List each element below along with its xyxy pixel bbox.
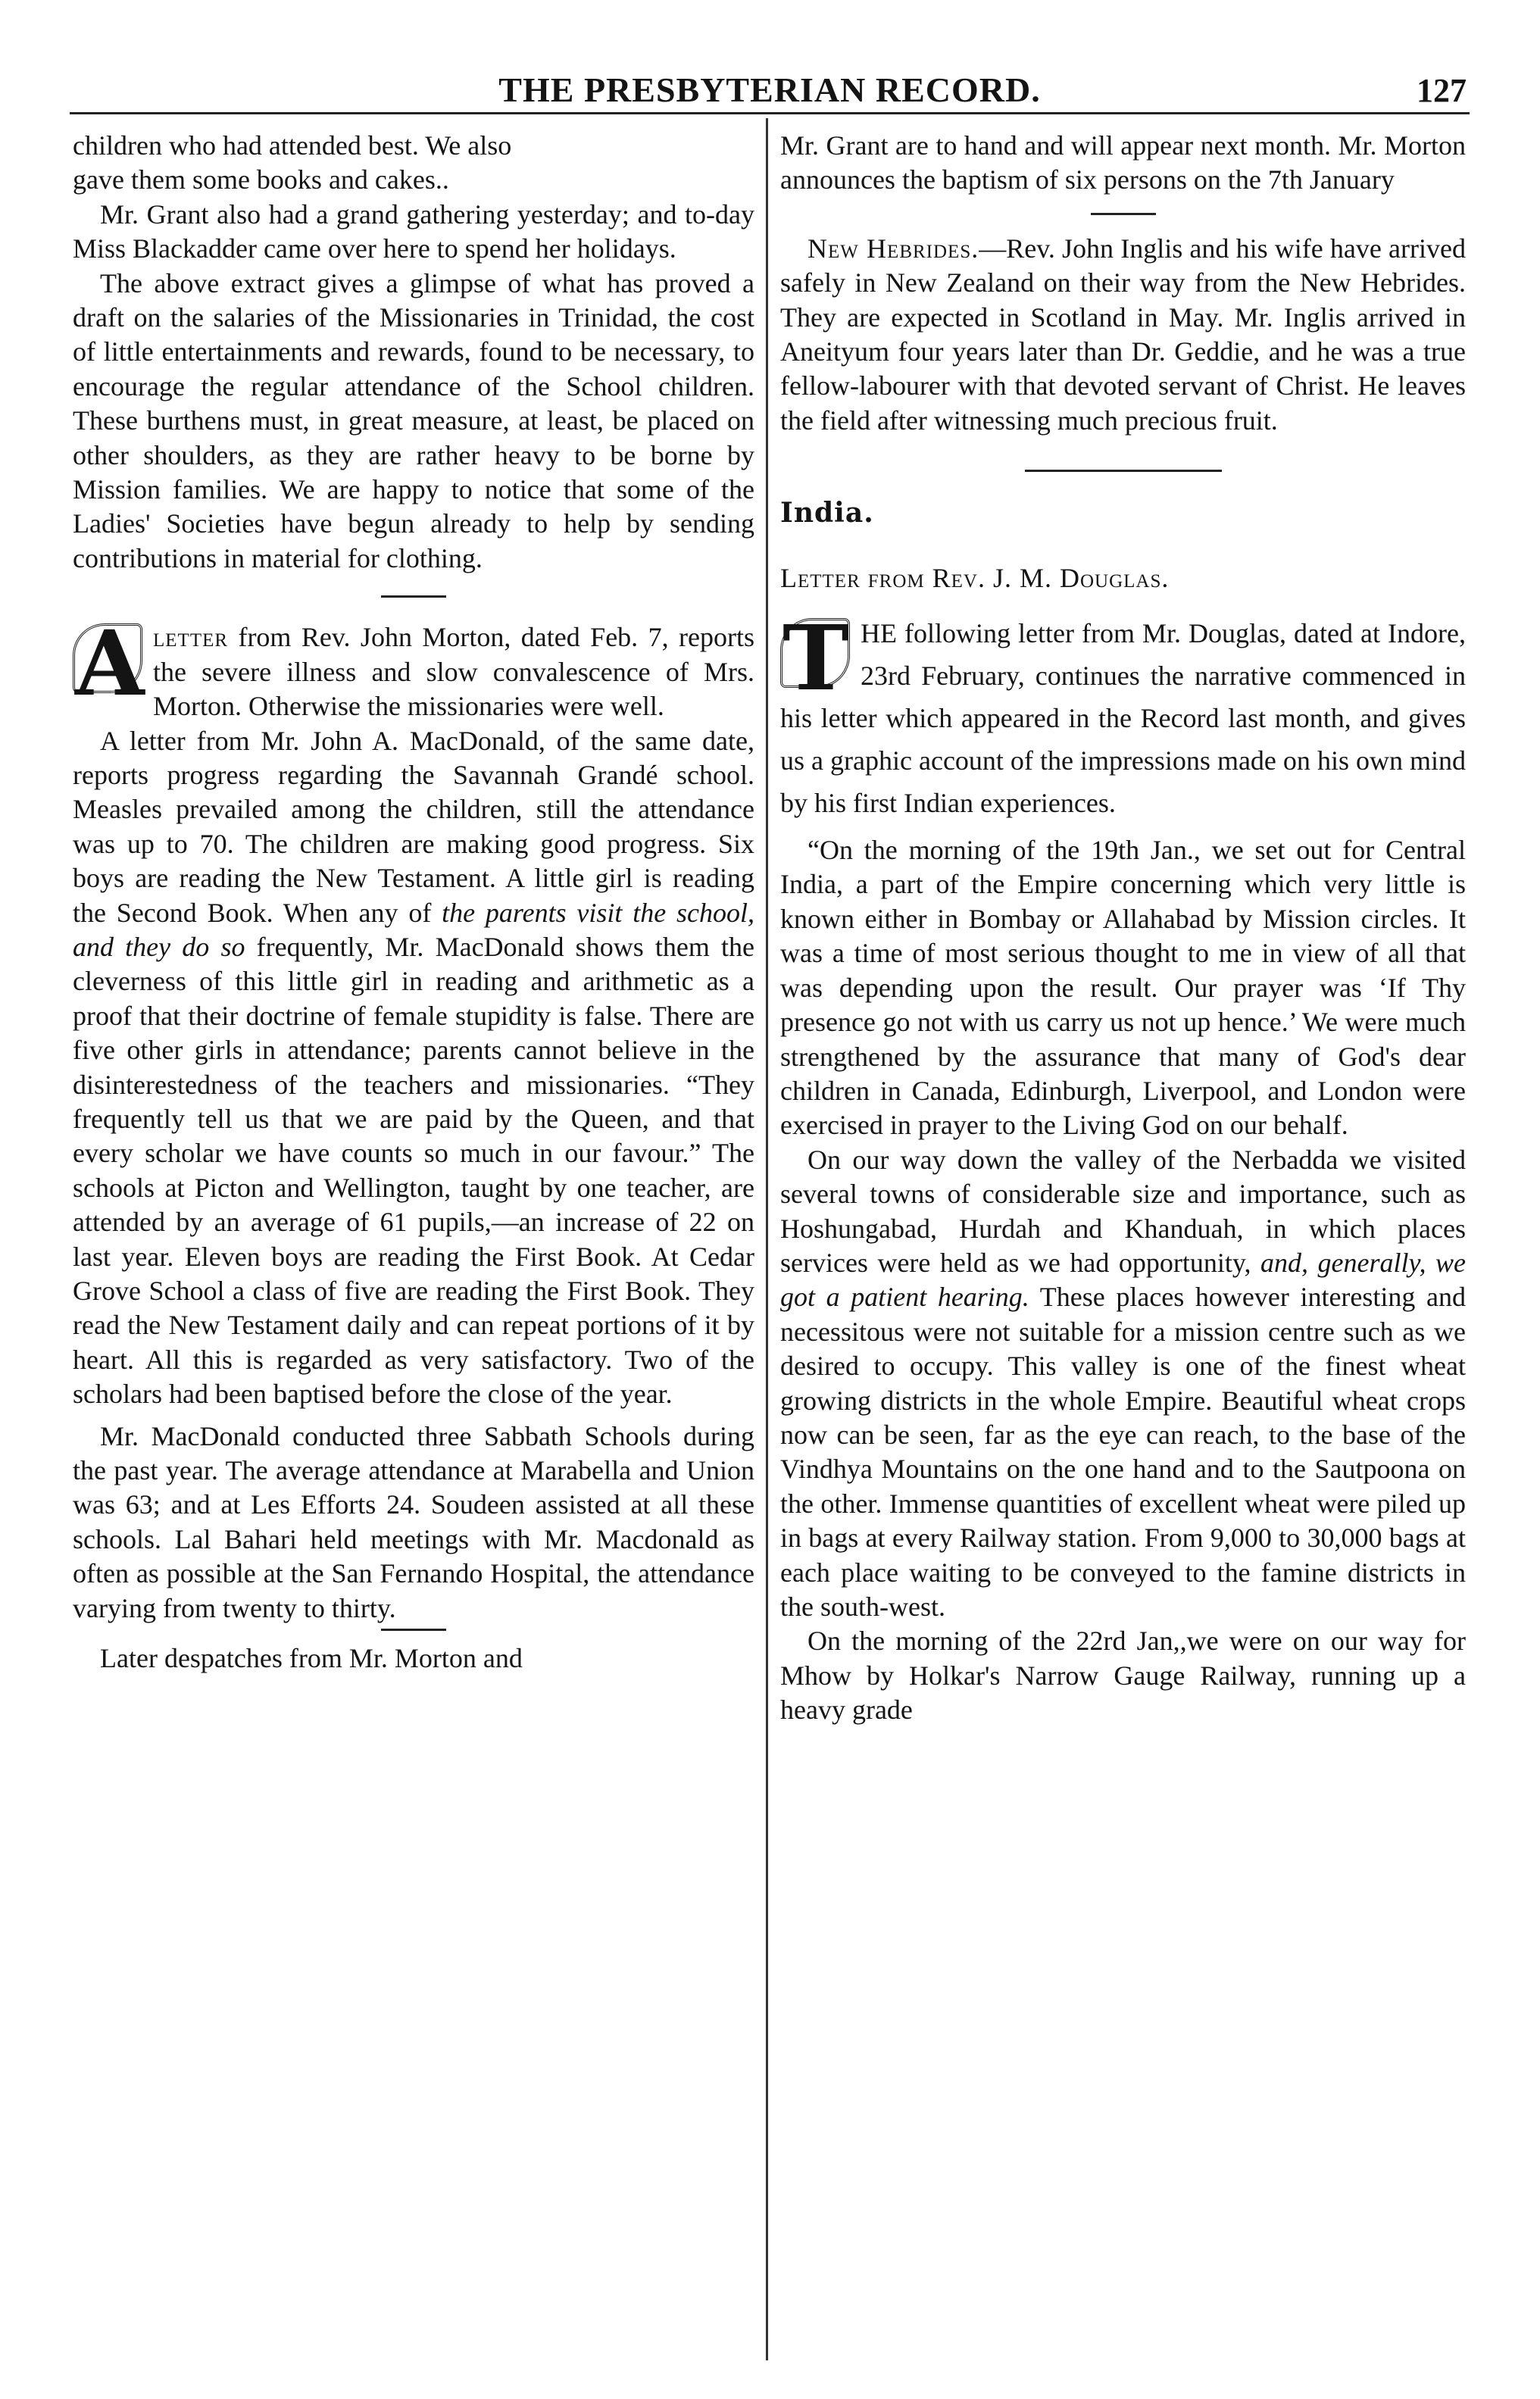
paragraph-later-despatches: Later despatches from Mr. Morton and (100, 1643, 523, 1674)
text-line: gave them some books and cakes.. (73, 164, 449, 195)
publication-title: THE PRESBYTERIAN RECORD. (498, 70, 1041, 109)
section-separator (1025, 470, 1222, 472)
paragraph-new-hebrides (780, 232, 1466, 438)
paragraph-morton-letter (73, 611, 754, 723)
paragraph-text: On our way down the valley of the Nerbadda we visited several towns of considerable size and importance, such as Hoshungabad, Hurdah and Khanduah, in which places services were held as we had opportunity, (780, 1144, 1466, 1278)
paragraph-text: HE following letter from Mr. Douglas, dated at Indore, 23rd February, continues the narrative commenced in his letter which appeared in the Record last month, and gives us a graphic account of the impressions made on his own mind by his first Indian experiences. (780, 618, 1466, 819)
paragraph-text: These places however interesting and necessitous were not suitable for a mission centre such as we desired to occupy. This valley is one of the finest wheat growing districts in the whole Empire. Beautiful wheat crops now can be seen, far as the eye can reach, to the base of the Vindhya Mountains on the one hand and to the Sautpoona on the other. Immense quantities of excellent wheat were piled up in bags at every Railway station. From 9,000 to 30,000 bags at each place waiting to be conveyed to the famine districts in the south-west. (780, 1282, 1466, 1622)
section-separator (381, 595, 446, 598)
paragraph-text: —Rev. John Inglis and his wife have arrived safely in New Zealand on their way from the New Hebrides. They are expected in Scotland in May. Mr. Inglis arrived in Aneityum four years later than Dr. Geddie, and he was a true fellow-labourer with that devoted servant of Christ. He leaves the field after witnessing much precious fruit. (780, 233, 1466, 436)
section-label: New Hebrides. (807, 233, 979, 264)
paragraph-mhow: On the morning of the 22rd Jan,,we were on our way for Mhow by Holkar's Narrow Gauge Railway, running up a heavy grade (780, 1626, 1466, 1726)
italic-text: the parents visit the school, and they do so (73, 897, 755, 962)
italic-text: and, generally, we got a patient hearing. (780, 1247, 1467, 1313)
page-number: 127 (1417, 72, 1467, 109)
paragraph-journey: “On the morning of the 19th Jan., we set out for Central India, a part of the Empire concerning which very little is known either in Bombay or Allahabad by Mission circles. It was a time of most serious thought to me in view of all that was depending upon the result. Our prayer was ‘If Thy presence go not with us carry us not up hence.’ We were much strengthened by the assurance that many of God's dear children in Canada, Edinburgh, Liverpool, and London were exercised in prayer to the Living God on our behalf. (780, 835, 1466, 1141)
paragraph-text: frequently, Mr. MacDonald shows them the cleverness of this little girl in reading and arithmetic as a proof that their doctrine of female stupidity is false. There are five other girls in attendance; parents cannot believe in the disinterestedness of the teachers and missionaries. “They frequently tell us that we are paid by the Queen, and that every scholar we have counts so much in our favour.” The schools at Picton and Wellington, taught by one teacher, are attended by an average of 61 pupils,—an increase of 22 on last year. Eleven boys are reading the First Book. At Cedar Grove School a class of five are reading the First Book. They read the New Testament daily and can repeat portions of it by heart. All this is regarded as very satisfactory. Two of the scholars had been baptised before the close of the year. (73, 931, 754, 1410)
letter-heading: Letter from Rev. J. M. Douglas. (780, 562, 1170, 593)
paragraph-sabbath-schools: Mr. MacDonald conducted three Sabbath Schools during the past year. The average attendance at Marabella and Union was 63; and at Les Efforts 24. Soudeen assisted at all these schools. Lal Bahari held meetings with Mr. Macdonald as often as possible at the San Fernando Hospital, the attendance varying from twenty to thirty. (73, 1420, 754, 1623)
column-divider (766, 118, 768, 2360)
right-column (780, 129, 1466, 1728)
morton-report (73, 611, 754, 723)
paragraph-text: A letter from Mr. John A. MacDonald, of the same date, reports progress regarding the Savannah Grandé school. Measles prevailed among the children, still the attendance was up to 70. The children are making good progress. Six boys are reading the New Testament. A little girl is reading the Second Book. When any of (73, 725, 754, 928)
article-continuation (73, 129, 754, 198)
decorative-initial: T (780, 618, 850, 688)
header-rule (70, 112, 1470, 114)
paragraph-grant-gathering: Mr. Grant also had a grand gathering yesterday; and to-day Miss Blackadder came over here to spend her holidays. (73, 198, 754, 264)
section-separator (381, 1629, 446, 1631)
left-column (73, 129, 754, 1676)
paragraph-text: from Rev. John Morton, dated Feb. 7, reports the severe illness and slow convalescence of Mrs. Morton. Otherwise the missionaries were well. (153, 622, 754, 722)
paragraph-macdonald-letter (73, 724, 754, 1412)
decorative-initial: A (73, 623, 142, 693)
paragraph-editorial-note: The above extract gives a glimpse of what has proved a draft on the salaries of the Missionaries in Trinidad, the cost of little entertainments and rewards, found to be necessary, to encourage the regular attendance of the School children. These burthens must, in great measure, at least, be placed on other shoulders, as they are rather heavy to be borne by Mission families. We are happy to notice that some of the Ladies' Societies have begun already to help by sending contributions in material for clothing. (73, 267, 754, 573)
douglas-intro (780, 605, 1466, 824)
paragraph-grant-morton: Mr. Grant are to hand and will appear next month. Mr. Morton announces the baptism of six persons on the 7th January (780, 130, 1466, 195)
paragraph-douglas-intro (780, 605, 1466, 824)
paragraph-nerbadda-valley (780, 1143, 1466, 1625)
smallcaps-lead: letter (153, 622, 229, 653)
text-line: children who had attended best. We also (73, 130, 512, 161)
section-heading-india: India. (780, 497, 874, 529)
section-separator (1091, 213, 1156, 215)
